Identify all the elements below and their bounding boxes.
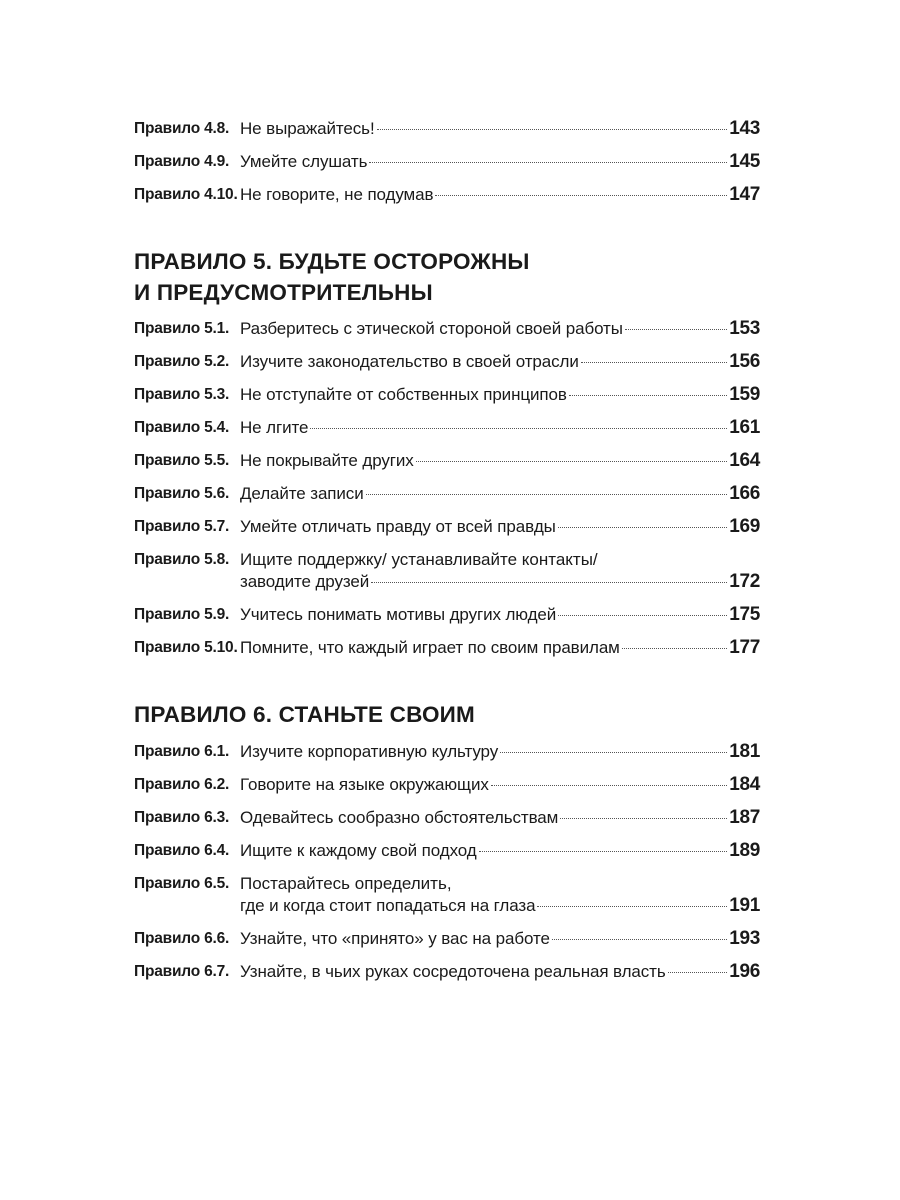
entry-title-line: Умейте слушать bbox=[240, 152, 368, 171]
rule-label: Правило 4.10. bbox=[134, 186, 238, 203]
entry-body bbox=[240, 118, 760, 140]
dot-leader bbox=[569, 395, 727, 396]
rule-label: Правило 5.1. bbox=[134, 320, 230, 337]
page-number: 156 bbox=[729, 351, 760, 372]
rule-label: Правило 6.4. bbox=[134, 842, 230, 859]
entry-last-line bbox=[240, 961, 760, 983]
rule-label: Правило 5.6. bbox=[134, 485, 230, 502]
toc-entry[interactable] bbox=[134, 637, 760, 659]
dot-leader bbox=[537, 906, 727, 907]
entry-title-line: Не выражайтесь! bbox=[240, 119, 375, 138]
entry-title-line: заводите друзей bbox=[240, 572, 370, 591]
page-number: 196 bbox=[729, 961, 760, 982]
toc-entry[interactable] bbox=[134, 417, 760, 439]
dot-leader bbox=[668, 972, 728, 973]
entry-body bbox=[240, 774, 760, 796]
entry-body bbox=[240, 741, 760, 763]
entry-last-line bbox=[240, 151, 760, 173]
toc-entry[interactable] bbox=[134, 604, 760, 626]
entry-body bbox=[240, 384, 760, 406]
section-heading-line: ПРАВИЛО 5. БУДЬТЕ ОСТОРОЖНЫ bbox=[134, 249, 530, 274]
dot-leader bbox=[416, 461, 728, 462]
dot-leader bbox=[558, 527, 727, 528]
rule-label: Правило 5.4. bbox=[134, 419, 230, 436]
entry-body bbox=[240, 351, 760, 373]
toc-entry[interactable] bbox=[134, 961, 760, 983]
section-heading-rule5 bbox=[134, 246, 530, 308]
entry-last-line bbox=[240, 318, 760, 340]
entry-title-line: где и когда стоит попадаться на глаза bbox=[240, 896, 536, 915]
dot-leader bbox=[310, 428, 727, 429]
entry-title-line: Помните, что каждый играет по своим правилам bbox=[240, 638, 620, 657]
dot-leader bbox=[371, 582, 727, 583]
page-number: 193 bbox=[729, 928, 760, 949]
entry-body bbox=[240, 417, 760, 439]
entry-last-line bbox=[240, 928, 760, 950]
entry-title-line: Учитесь понимать мотивы других людей bbox=[240, 605, 557, 624]
entry-title-line: Узнайте, что «принято» у вас на работе bbox=[240, 929, 550, 948]
dot-leader bbox=[500, 752, 727, 753]
section-heading-line: И ПРЕДУСМОТРИТЕЛЬНЫ bbox=[134, 280, 433, 305]
entry-last-line bbox=[240, 351, 760, 373]
entry-last-line bbox=[240, 741, 760, 763]
toc-entry[interactable] bbox=[134, 807, 760, 829]
page-number: 177 bbox=[729, 637, 760, 658]
toc-entry[interactable] bbox=[134, 318, 760, 340]
entry-title-line: Ищите поддержку/ устанавливайте контакты/ bbox=[240, 550, 598, 569]
entry-body bbox=[240, 928, 760, 950]
rule-label: Правило 5.5. bbox=[134, 452, 230, 469]
toc-entry[interactable] bbox=[134, 741, 760, 763]
toc-entry[interactable] bbox=[134, 840, 760, 862]
section-heading-line: ПРАВИЛО 6. СТАНЬТЕ СВОИМ bbox=[134, 702, 475, 727]
entry-body bbox=[240, 807, 760, 829]
entry-last-line bbox=[240, 516, 760, 538]
toc-entry[interactable] bbox=[134, 184, 760, 206]
entry-body bbox=[240, 151, 760, 173]
entry-last-line bbox=[240, 483, 760, 505]
dot-leader bbox=[377, 129, 728, 130]
page-number: 181 bbox=[729, 741, 760, 762]
entry-body bbox=[240, 483, 760, 505]
rule-label: Правило 6.5. bbox=[134, 875, 230, 892]
entry-title-line: Ищите к каждому свой подход bbox=[240, 841, 477, 860]
rule-label: Правило 6.2. bbox=[134, 776, 230, 793]
toc-entry[interactable] bbox=[134, 384, 760, 406]
entry-body bbox=[240, 318, 760, 340]
dot-leader bbox=[491, 785, 727, 786]
toc-block-rule5 bbox=[134, 318, 760, 670]
page-number: 147 bbox=[729, 184, 760, 205]
page-number: 166 bbox=[729, 483, 760, 504]
page-number: 189 bbox=[729, 840, 760, 861]
dot-leader bbox=[366, 494, 728, 495]
entry-title-line: Не покрывайте других bbox=[240, 451, 414, 470]
entry-last-line bbox=[240, 895, 760, 917]
rule-label: Правило 6.6. bbox=[134, 930, 230, 947]
dot-leader bbox=[581, 362, 727, 363]
entry-last-line bbox=[240, 637, 760, 659]
entry-last-line bbox=[240, 571, 760, 593]
toc-block-rule4 bbox=[134, 118, 760, 217]
page-number: 164 bbox=[729, 450, 760, 471]
rule-label: Правило 6.7. bbox=[134, 963, 230, 980]
entry-body bbox=[240, 516, 760, 538]
entry-last-line bbox=[240, 774, 760, 796]
rule-label: Правило 5.3. bbox=[134, 386, 230, 403]
entry-body bbox=[240, 961, 760, 983]
dot-leader bbox=[479, 851, 728, 852]
rule-label: Правило 5.2. bbox=[134, 353, 230, 370]
entry-last-line bbox=[240, 807, 760, 829]
dot-leader bbox=[622, 648, 727, 649]
rule-label: Правило 5.7. bbox=[134, 518, 230, 535]
section-heading-rule6 bbox=[134, 699, 475, 730]
dot-leader bbox=[625, 329, 727, 330]
entry-title-line: Одевайтесь сообразно обстоятельствам bbox=[240, 808, 559, 827]
page-number: 187 bbox=[729, 807, 760, 828]
page-number: 175 bbox=[729, 604, 760, 625]
toc-entry[interactable] bbox=[134, 450, 760, 472]
entry-body bbox=[240, 873, 760, 917]
entry-body bbox=[240, 604, 760, 626]
dot-leader bbox=[435, 195, 727, 196]
toc-entry[interactable] bbox=[134, 516, 760, 538]
toc-entry[interactable] bbox=[134, 928, 760, 950]
entry-body bbox=[240, 184, 760, 206]
rule-label: Правило 5.10. bbox=[134, 639, 238, 656]
entry-body bbox=[240, 840, 760, 862]
toc-block-rule6 bbox=[134, 741, 760, 994]
entry-last-line bbox=[240, 384, 760, 406]
page-number: 191 bbox=[729, 895, 760, 916]
rule-label: Правило 6.3. bbox=[134, 809, 230, 826]
entry-title-line: Говорите на языке окружающих bbox=[240, 775, 489, 794]
toc-entry[interactable] bbox=[134, 549, 760, 593]
page-number: 161 bbox=[729, 417, 760, 438]
dot-leader bbox=[369, 162, 727, 163]
page-number: 172 bbox=[729, 571, 760, 592]
entry-last-line bbox=[240, 184, 760, 206]
dot-leader bbox=[560, 818, 727, 819]
rule-label: Правило 5.9. bbox=[134, 606, 230, 623]
entry-title-line: Делайте записи bbox=[240, 484, 364, 503]
page-number: 145 bbox=[729, 151, 760, 172]
toc-entry[interactable] bbox=[134, 151, 760, 173]
rule-label: Правило 6.1. bbox=[134, 743, 230, 760]
entry-body bbox=[240, 637, 760, 659]
dot-leader bbox=[558, 615, 727, 616]
toc-entry[interactable] bbox=[134, 774, 760, 796]
entry-title-line: Изучите законодательство в своей отрасли bbox=[240, 352, 579, 371]
entry-last-line bbox=[240, 840, 760, 862]
rule-label: Правило 4.8. bbox=[134, 120, 230, 137]
entry-title-line: Изучите корпоративную культуру bbox=[240, 742, 499, 761]
entry-title-line: Умейте отличать правду от всей правды bbox=[240, 517, 556, 536]
dot-leader bbox=[552, 939, 727, 940]
entry-title-line: Не говорите, не подумав bbox=[240, 185, 434, 204]
entry-last-line bbox=[240, 118, 760, 140]
entry-title-line: Разберитесь с этической стороной своей работы bbox=[240, 319, 623, 338]
entry-last-line bbox=[240, 604, 760, 626]
toc-entry[interactable] bbox=[134, 118, 760, 140]
page-number: 143 bbox=[729, 118, 760, 139]
rule-label: Правило 5.8. bbox=[134, 551, 230, 568]
entry-title-line: Узнайте, в чьих руках сосредоточена реальная власть bbox=[240, 962, 666, 981]
toc-entry[interactable] bbox=[134, 351, 760, 373]
page-number: 153 bbox=[729, 318, 760, 339]
entry-title-line: Не отступайте от собственных принципов bbox=[240, 385, 567, 404]
page-number: 159 bbox=[729, 384, 760, 405]
entry-body bbox=[240, 549, 760, 593]
page-number: 184 bbox=[729, 774, 760, 795]
entry-last-line bbox=[240, 450, 760, 472]
entry-title-line: Постарайтесь определить, bbox=[240, 874, 452, 893]
page-number: 169 bbox=[729, 516, 760, 537]
entry-last-line bbox=[240, 417, 760, 439]
entry-body bbox=[240, 450, 760, 472]
entry-title-line: Не лгите bbox=[240, 418, 309, 437]
toc-entry[interactable] bbox=[134, 873, 760, 917]
rule-label: Правило 4.9. bbox=[134, 153, 230, 170]
toc-entry[interactable] bbox=[134, 483, 760, 505]
